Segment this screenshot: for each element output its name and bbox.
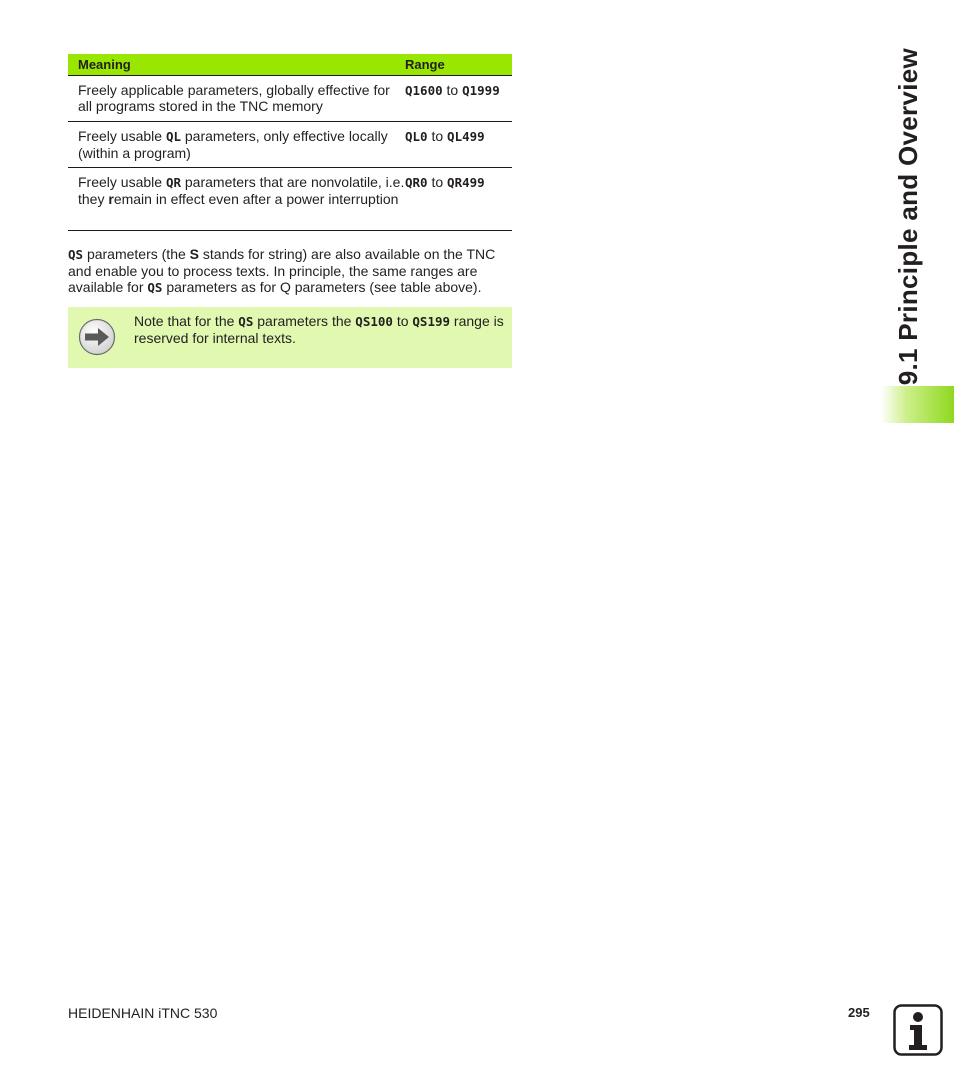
chapter-title-text: 9.1 Principle and Overview — [893, 47, 923, 385]
meaning-code: QR — [165, 175, 181, 190]
chapter-side-title — [881, 40, 936, 385]
meaning-cell — [78, 76, 405, 121]
range-to: QR499 — [447, 175, 485, 190]
note-code-qs: QS — [238, 314, 254, 329]
meaning-text-a: Freely usable — [78, 174, 166, 190]
range-cell — [405, 122, 485, 167]
meaning-text: Freely applicable parameters, globally effective for all programs stored in the TNC memory — [78, 82, 390, 114]
range-to-word: to — [431, 128, 444, 144]
para-text-1: parameters (the — [83, 246, 190, 262]
range-from: Q1600 — [405, 83, 443, 98]
range-to: QL499 — [447, 129, 485, 144]
header-range: Range — [405, 57, 445, 72]
range-from: QL0 — [405, 129, 428, 144]
meaning-code: QL — [165, 129, 181, 144]
note-text-2: parameters the — [253, 313, 356, 329]
para-code-qs: QS — [68, 247, 84, 262]
range-to-word: to — [446, 82, 459, 98]
meaning-text-c: emain in effect even after a power interruption — [113, 191, 399, 207]
note-text-3: to — [392, 313, 413, 329]
note-code-qs199: QS199 — [412, 314, 451, 329]
meaning-text-a: Freely usable — [78, 128, 166, 144]
page-number: 295 — [848, 1005, 870, 1020]
table-row — [68, 122, 512, 168]
para-bold-s: S — [189, 246, 200, 262]
parameter-table — [68, 54, 512, 231]
para-code-qs-2: QS — [147, 280, 163, 295]
table-row — [68, 76, 512, 122]
header-meaning: Meaning — [78, 57, 131, 72]
meaning-bold-letter: r — [108, 191, 114, 207]
range-to: Q1999 — [462, 83, 500, 98]
note-text-4: range is reserved for internal texts. — [134, 313, 504, 346]
range-to-word: to — [431, 174, 444, 190]
note-text-1: Note that for the — [134, 313, 239, 329]
para-text-2: stands for string) are also available on the TNC and enable you to process texts. In principle, the same ranges are available for — [68, 246, 496, 295]
range-from: QR0 — [405, 175, 428, 190]
note-box — [68, 307, 512, 368]
meaning-text-b: parameters, only effective locally (within a program) — [78, 128, 388, 161]
note-code-qs100: QS100 — [355, 314, 393, 329]
meaning-cell — [78, 122, 405, 167]
arrow-right-icon — [78, 318, 116, 356]
info-icon — [893, 1004, 943, 1056]
range-cell — [405, 76, 500, 121]
range-cell — [405, 168, 485, 230]
note-text — [134, 313, 504, 346]
meaning-text-b: parameters that are nonvolatile, i.e. they — [78, 174, 405, 207]
meaning-cell — [78, 168, 405, 230]
table-row — [68, 168, 512, 231]
qs-paragraph — [68, 246, 512, 296]
chapter-tab-marker — [881, 386, 954, 423]
footer-product: HEIDENHAIN iTNC 530 — [68, 1005, 218, 1021]
table-header — [68, 54, 512, 76]
para-text-3: parameters as for Q parameters (see table above). — [162, 279, 482, 295]
